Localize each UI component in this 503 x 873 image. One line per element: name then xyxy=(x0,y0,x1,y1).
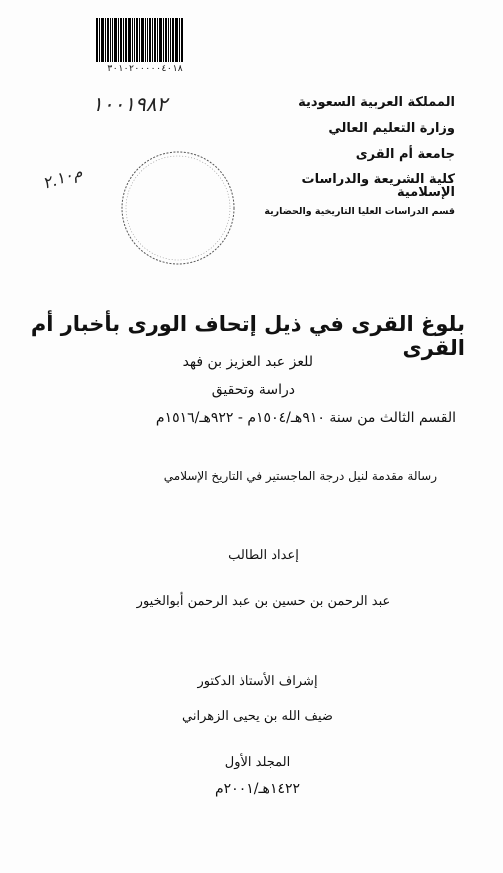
thesis-purpose: رسالة مقدمة لنيل درجة الماجستير في التاريخ الإسلامي xyxy=(163,469,437,483)
college-name: كلية الشريعة والدراسات الإسلامية xyxy=(301,172,455,200)
volume-label: المجلد الأول xyxy=(224,755,291,770)
preparation-label: إعداد الطالب xyxy=(228,548,299,563)
department-name: قسم الدراسات العليا التاريخية والحضارية xyxy=(264,206,455,217)
university-name: جامعة أم القرى xyxy=(355,147,455,162)
handwritten-mark: م٢.١٠ xyxy=(40,162,85,193)
stamp-icon xyxy=(118,148,238,268)
supervision-label: إشراف الأستاذ الدكتور xyxy=(197,674,318,689)
thesis-author: للعز عبد العزيز بن فهد xyxy=(182,354,313,370)
barcode-number: ٣٠١٠٢٠٠٠٠٠٤٠١٨ xyxy=(107,64,183,74)
thesis-date: ١٤٢٢هـ/٢٠٠١م xyxy=(214,781,301,797)
institution-header xyxy=(255,96,455,217)
accession-number: ١٠٠١٩٨٢ xyxy=(92,92,168,116)
barcode-label xyxy=(96,18,194,80)
thesis-title: بلوغ القرى في ذيل إتحاف الورى بأخبار أم القرى xyxy=(30,312,465,360)
ministry-name: وزارة التعليم العالي xyxy=(328,121,455,136)
barcode-icon xyxy=(96,18,192,62)
country-name: المملكة العربية السعودية xyxy=(298,95,455,110)
thesis-section: القسم الثالث من سنة ٩١٠هـ/١٥٠٤م - ٩٢٢هـ/١٥١٦م xyxy=(155,410,456,426)
student-name: عبد الرحمن بن حسين بن عبد الرحمن أبوالخيور xyxy=(136,594,391,609)
supervisor-name: ضيف الله بن يحيى الزهراني xyxy=(182,709,333,724)
study-type: دراسة وتحقيق xyxy=(211,382,295,398)
